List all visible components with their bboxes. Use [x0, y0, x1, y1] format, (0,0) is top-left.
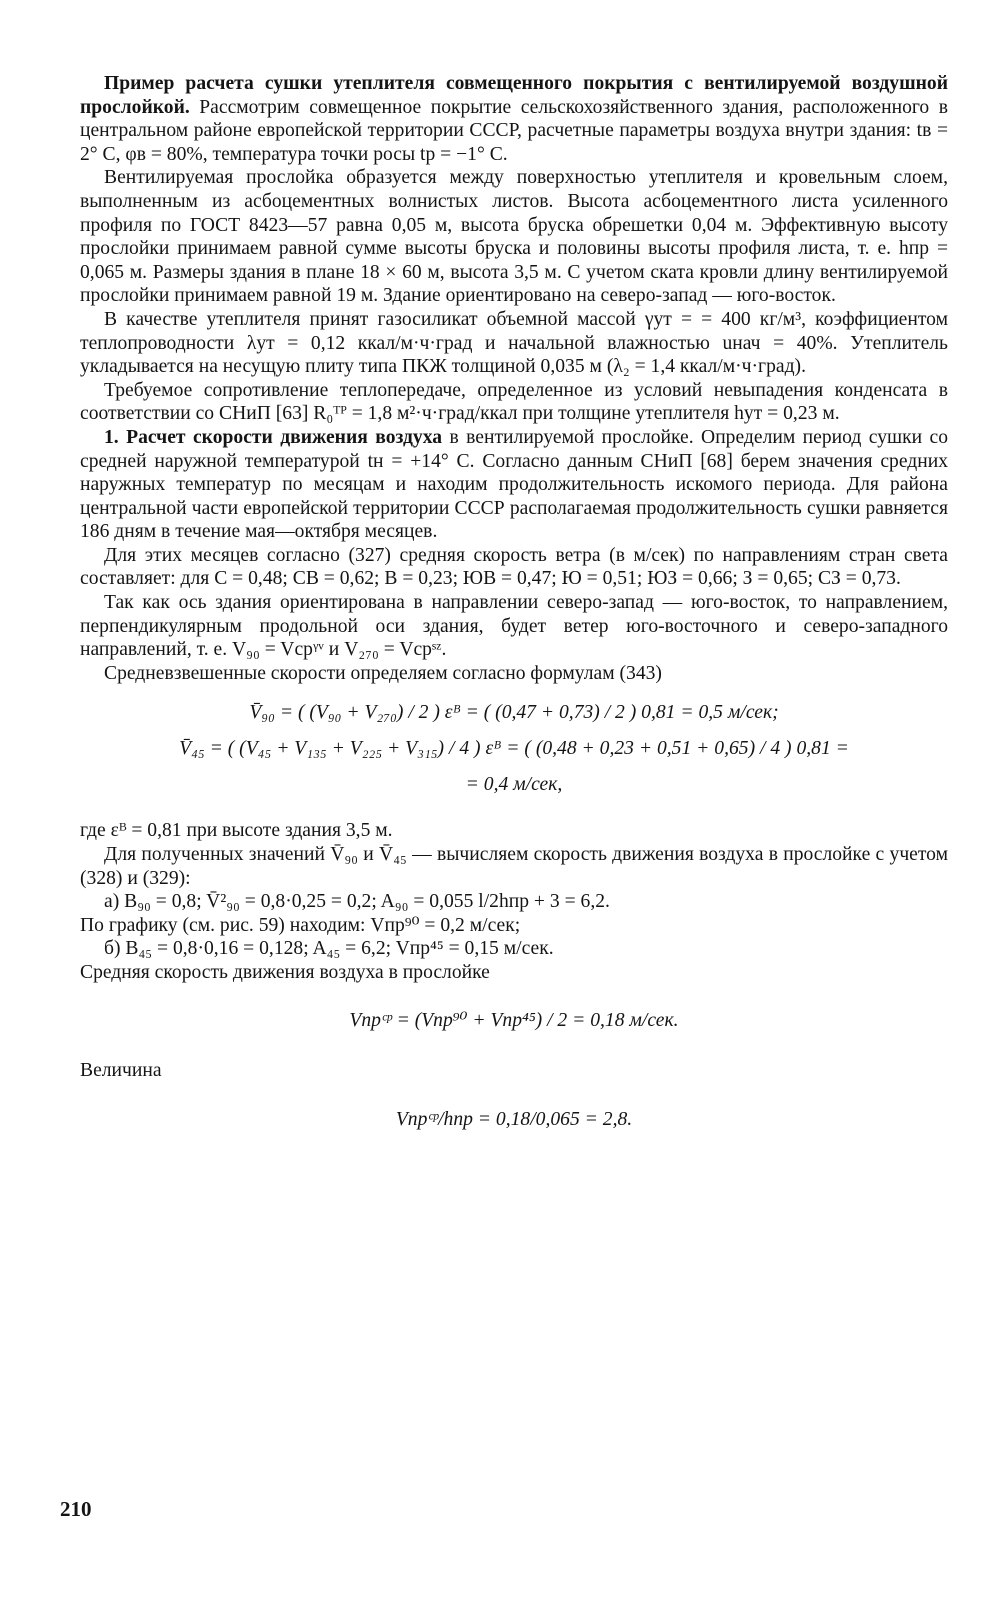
- paragraph: б) B₄₅ = 0,8·0,16 = 0,128; A₄₅ = 6,2; Vпр⁴⁵ = 0,15 м/сек.: [104, 938, 554, 960]
- formula-mean-velocity: Vпрᶜᵖ = (Vпр⁹⁰ + Vпр⁴⁵) / 2 = 0,18 м/сек.: [349, 1009, 679, 1031]
- text-column: [80, 72, 948, 1140]
- formula-v45-result: = 0,4 м/сек,: [465, 774, 563, 796]
- paragraph: Для этих месяцев согласно (327) средняя скорость ветра (в м/сек) по направлениям стран света составляет: для С = 0,48; СВ = 0,62; В = 0,23; ЮВ = 0,47; Ю = 0,51; ЮЗ = 0,66; З = 0,65; СЗ = 0,73.: [80, 544, 948, 590]
- paragraph: В качестве утеплителя принят газосиликат объемной массой γут = = 400 кг/м³, коэффициентом теплопроводности λут = 0,12 ккал/м·ч·град и начальной влажностью uнач = 40%. Утеплитель укладывается на несущую плиту типа ПКЖ толщиной 0,035 м (λ₂ = 1,4 ккал/м·ч·град).: [80, 308, 948, 378]
- paragraph: Средняя скорость движения воздуха в прослойке: [80, 962, 490, 983]
- paragraph: а) B₉₀ = 0,8; V̄²₉₀ = 0,8·0,25 = 0,2; A₉₀ = 0,055 l/2hпр + 3 = 6,2.: [104, 891, 610, 913]
- paragraph: [80, 426, 948, 544]
- paragraph: [80, 72, 948, 166]
- paragraph-text: в вентилируемой прослойке. Определим период сушки со средней наружной температурой tн = +14° С. Согласно данным СНиП [68] берем значения средних наружных температур по месяцам и находим продолжительность искомого периода. Для района центральной части европейской территории СССР располагаемая продолжительность сушки равняется 186 дням в течение мая—октября месяцев.: [80, 426, 949, 543]
- bold-lead: Пример расчета сушки утеплителя совмещенного покрытия с вентилируемой воздушной прослойкой.: [80, 73, 948, 118]
- paragraph: По графику (см. рис. 59) находим: Vпр⁹⁰ = 0,2 м/сек;: [80, 914, 521, 936]
- paragraph: Требуемое сопротивление теплопередаче, определенное из условий невыпадения конденсата в соответствии со СНиП [63] R₀ᵀᴾ = 1,8 м²·ч·град/ккал при толщине утеплителя hут = 0,23 м.: [80, 379, 948, 425]
- paragraph-text: Рассмотрим совмещенное покрытие сельскохозяйственного здания, расположенного в центральном районе европейской территории СССР, расчетные параметры воздуха внутри здания: tв = 2° С, φв = 80%, температура точки росы tр = −1° С.: [80, 96, 948, 165]
- paragraph: где εᴮ = 0,81 при высоте здания 3,5 м.: [80, 820, 393, 842]
- bold-lead: 1. Расчет скорости движения воздуха: [104, 426, 443, 448]
- formula-ratio: Vпрᶜᵖ/hпр = 0,18/0,065 = 2,8.: [395, 1109, 633, 1131]
- paragraph: Вентилируемая прослойка образуется между поверхностью утеплителя и кровельным слоем, выполненным из асбоцементных волнистых листов. Высота асбоцементного листа усиленного профиля по ГОСТ 8423—57 равна 0,05 м, высота бруска обрешетки 0,04 м. Эффективную высоту прослойки принимаем равной сумме высоты бруска и половины высоты профиля листа, т. е. hпр = 0,065 м. Размеры здания в плане 18 × 60 м, высота 3,5 м. С учетом ската кровли длину вентилируемой прослойки принимаем равной 19 м. Здание ориентировано на северо-запад — юго-восток.: [80, 167, 948, 307]
- formula-v90: V̄₉₀ = ( (V₉₀ + V₂₇₀) / 2 ) εᴮ = ( (0,47 + 0,73) / 2 ) 0,81 = 0,5 м/сек;: [249, 702, 779, 724]
- label-velichina: Величина: [80, 1059, 162, 1081]
- page-number: 210: [60, 1497, 92, 1521]
- formula-v45: V̄₄₅ = ( (V₄₅ + V₁₃₅ + V₂₂₅ + V₃₁₅) / 4 ) εᴮ = ( (0,48 + 0,23 + 0,51 + 0,65) / 4 ) 0,81 =: [179, 738, 849, 760]
- paragraph: Для полученных значений V̄₉₀ и V̄₄₅ — вычисляем скорость движения воздуха в прослойке с учетом (328) и (329):: [80, 844, 948, 889]
- paragraph: Средневзвешенные скорости определяем согласно формулам (343): [104, 662, 662, 684]
- paragraph: Так как ось здания ориентирована в направлении северо-запад — юго-восток, то направлением, перпендикулярным продольной оси здания, будет ветер юго-восточного и северо-западного направлений, т. е. V₉₀ = Vсрᵞᵛ и V₂₇₀ = Vсрˢᶻ.: [80, 592, 948, 661]
